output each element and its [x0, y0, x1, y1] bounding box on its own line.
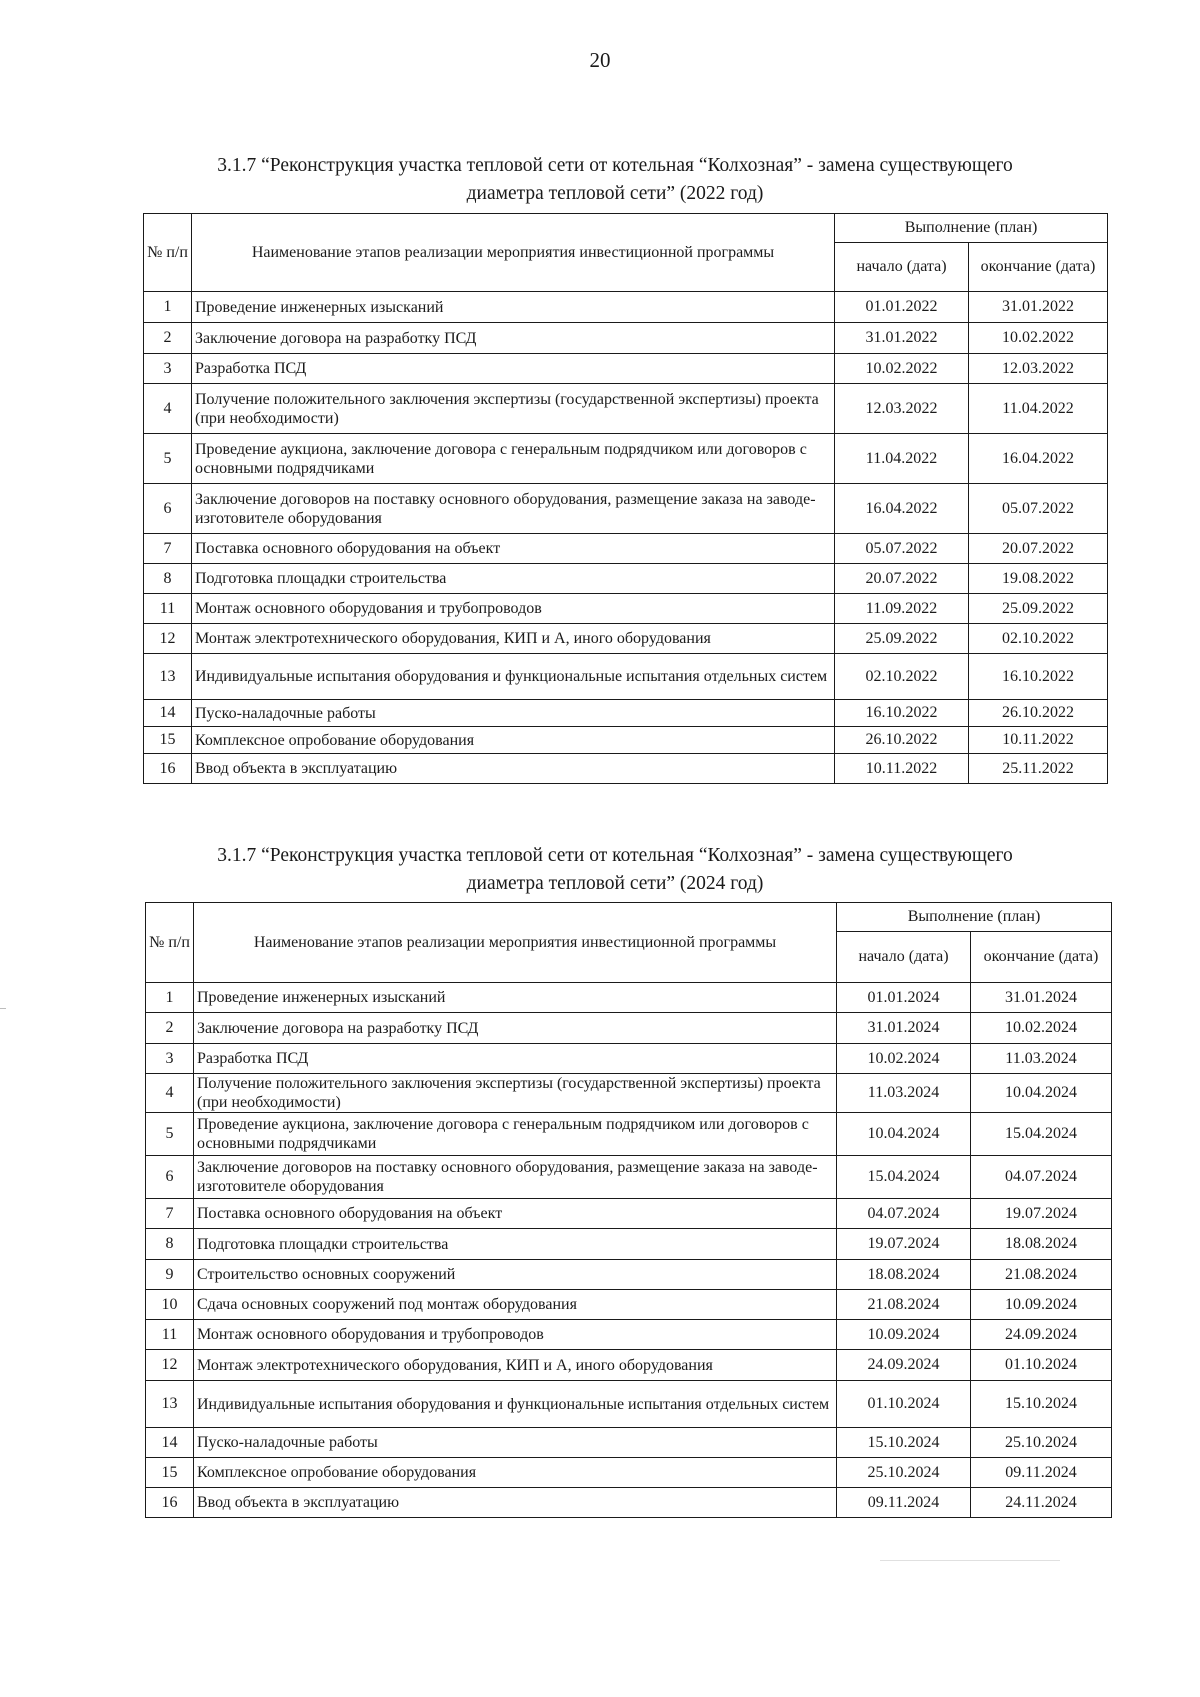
row-number: 5 [144, 434, 192, 484]
end-date: 19.08.2022 [969, 564, 1108, 594]
table-row [146, 1381, 1112, 1428]
stage-name: Монтаж электротехнического оборудования, КИП и А, иного оборудования [192, 624, 835, 654]
header-start-date: начало (дата) [837, 932, 971, 983]
end-date: 31.01.2022 [969, 292, 1108, 323]
row-number: 4 [146, 1074, 194, 1113]
start-date: 09.11.2024 [837, 1488, 971, 1518]
row-number: 7 [144, 534, 192, 564]
row-number: 2 [146, 1013, 194, 1044]
end-date: 16.04.2022 [969, 434, 1108, 484]
table-row [146, 1260, 1112, 1290]
start-date: 10.04.2024 [837, 1113, 971, 1156]
table-row [144, 354, 1108, 384]
end-date: 18.08.2024 [971, 1229, 1112, 1260]
row-number: 3 [144, 354, 192, 384]
stage-name: Проведение аукциона, заключение договора с генеральным подрядчиком или договоров с основными подрядчиками [192, 434, 835, 484]
start-date: 26.10.2022 [835, 727, 969, 754]
row-number: 11 [146, 1320, 194, 1350]
row-number: 13 [146, 1381, 194, 1428]
end-date: 10.04.2024 [971, 1074, 1112, 1113]
table-row [146, 1320, 1112, 1350]
start-date: 10.09.2024 [837, 1320, 971, 1350]
end-date: 11.03.2024 [971, 1044, 1112, 1074]
stage-name: Проведение инженерных изысканий [192, 292, 835, 323]
end-date: 24.09.2024 [971, 1320, 1112, 1350]
start-date: 18.08.2024 [837, 1260, 971, 1290]
end-date: 10.02.2024 [971, 1013, 1112, 1044]
end-date: 25.11.2022 [969, 754, 1108, 784]
section-title-line: диаметра тепловой сети” (2022 год) [466, 183, 764, 204]
row-number: 14 [144, 700, 192, 727]
row-number: 15 [144, 727, 192, 754]
start-date: 01.10.2024 [837, 1381, 971, 1428]
table-row [144, 727, 1108, 754]
stage-name: Поставка основного оборудования на объект [194, 1199, 837, 1229]
stage-name: Индивидуальные испытания оборудования и функциональные испытания отдельных систем [192, 654, 835, 700]
scan-artifact [880, 1560, 1060, 1561]
row-number: 11 [144, 594, 192, 624]
start-date: 21.08.2024 [837, 1290, 971, 1320]
end-date: 05.07.2022 [969, 484, 1108, 534]
table-row [146, 1044, 1112, 1074]
end-date: 12.03.2022 [969, 354, 1108, 384]
start-date: 01.01.2024 [837, 983, 971, 1013]
start-date: 15.04.2024 [837, 1156, 971, 1199]
start-date: 12.03.2022 [835, 384, 969, 434]
end-date: 25.09.2022 [969, 594, 1108, 624]
stage-name: Проведение аукциона, заключение договора с генеральным подрядчиком или договоров с основными подрядчиками [194, 1113, 837, 1156]
section-title-2022 [150, 152, 1080, 208]
table-row [146, 1350, 1112, 1381]
table-row [144, 594, 1108, 624]
table-row [144, 534, 1108, 564]
end-date: 24.11.2024 [971, 1488, 1112, 1518]
stage-name: Поставка основного оборудования на объект [192, 534, 835, 564]
table-row [146, 1488, 1112, 1518]
stage-name: Заключение договора на разработку ПСД [194, 1013, 837, 1044]
table-body [144, 292, 1108, 784]
stage-name: Монтаж основного оборудования и трубопроводов [192, 594, 835, 624]
row-number: 15 [146, 1458, 194, 1488]
header-execution: Выполнение (план) [837, 903, 1112, 932]
table-row [146, 1013, 1112, 1044]
header-end-date: окончание (дата) [969, 243, 1108, 292]
header-number: № п/п [144, 214, 192, 292]
end-date: 19.07.2024 [971, 1199, 1112, 1229]
page-number: 20 [589, 48, 611, 72]
row-number: 10 [146, 1290, 194, 1320]
table-row [144, 654, 1108, 700]
stage-name: Получение положительного заключения экспертизы (государственной экспертизы) проекта (при необходимости) [194, 1074, 837, 1113]
start-date: 11.03.2024 [837, 1074, 971, 1113]
section-title-line: 3.1.7 “Реконструкция участка тепловой сети от котельная “Колхозная” - замена существующего [217, 155, 1013, 176]
table-row [144, 700, 1108, 727]
header-end-date: окончание (дата) [971, 932, 1112, 983]
row-number: 1 [144, 292, 192, 323]
row-number: 2 [144, 323, 192, 354]
section-title-line: диаметра тепловой сети” (2024 год) [466, 873, 764, 894]
header-stage-name: Наименование этапов реализации мероприятия инвестиционной программы [192, 214, 835, 292]
stage-name: Индивидуальные испытания оборудования и функциональные испытания отдельных систем [194, 1381, 837, 1428]
row-number: 12 [146, 1350, 194, 1381]
end-date: 10.02.2022 [969, 323, 1108, 354]
table-row [146, 1074, 1112, 1113]
stage-name: Разработка ПСД [192, 354, 835, 384]
start-date: 24.09.2024 [837, 1350, 971, 1381]
table-row [144, 624, 1108, 654]
row-number: 14 [146, 1428, 194, 1458]
end-date: 01.10.2024 [971, 1350, 1112, 1381]
start-date: 01.01.2022 [835, 292, 969, 323]
table-row [146, 1290, 1112, 1320]
header-execution: Выполнение (план) [835, 214, 1108, 243]
start-date: 31.01.2022 [835, 323, 969, 354]
end-date: 10.11.2022 [969, 727, 1108, 754]
scan-artifact [0, 1008, 6, 1009]
stage-name: Подготовка площадки строительства [194, 1229, 837, 1260]
start-date: 02.10.2022 [835, 654, 969, 700]
end-date: 15.10.2024 [971, 1381, 1112, 1428]
table-row [146, 983, 1112, 1013]
schedule-table-2024 [145, 902, 1112, 1518]
table-row [146, 1113, 1112, 1156]
table-row [144, 484, 1108, 534]
stage-name: Проведение инженерных изысканий [194, 983, 837, 1013]
start-date: 31.01.2024 [837, 1013, 971, 1044]
table-row [146, 1229, 1112, 1260]
section-title-line: 3.1.7 “Реконструкция участка тепловой сети от котельная “Колхозная” - замена существующего [217, 845, 1013, 866]
start-date: 05.07.2022 [835, 534, 969, 564]
stage-name: Получение положительного заключения экспертизы (государственной экспертизы) проекта (при необходимости) [192, 384, 835, 434]
row-number: 3 [146, 1044, 194, 1074]
table-row [146, 1199, 1112, 1229]
end-date: 26.10.2022 [969, 700, 1108, 727]
stage-name: Комплексное опробование оборудования [192, 727, 835, 754]
end-date: 02.10.2022 [969, 624, 1108, 654]
start-date: 11.04.2022 [835, 434, 969, 484]
table-row [144, 384, 1108, 434]
table-row [144, 754, 1108, 784]
end-date: 16.10.2022 [969, 654, 1108, 700]
stage-name: Сдача основных сооружений под монтаж оборудования [194, 1290, 837, 1320]
schedule-table-2022 [143, 213, 1108, 784]
table-row [146, 1156, 1112, 1199]
row-number: 8 [144, 564, 192, 594]
row-number: 16 [144, 754, 192, 784]
table-row [144, 323, 1108, 354]
start-date: 11.09.2022 [835, 594, 969, 624]
table-body [146, 983, 1112, 1518]
table-row [146, 1458, 1112, 1488]
row-number: 4 [144, 384, 192, 434]
stage-name: Подготовка площадки строительства [192, 564, 835, 594]
start-date: 10.02.2024 [837, 1044, 971, 1074]
row-number: 9 [146, 1260, 194, 1290]
end-date: 31.01.2024 [971, 983, 1112, 1013]
row-number: 6 [144, 484, 192, 534]
end-date: 20.07.2022 [969, 534, 1108, 564]
table-row [144, 434, 1108, 484]
stage-name: Ввод объекта в эксплуатацию [194, 1488, 837, 1518]
end-date: 11.04.2022 [969, 384, 1108, 434]
row-number: 16 [146, 1488, 194, 1518]
section-title-2024 [150, 842, 1080, 898]
header-stage-name: Наименование этапов реализации мероприятия инвестиционной программы [194, 903, 837, 983]
stage-name: Ввод объекта в эксплуатацию [192, 754, 835, 784]
stage-name: Заключение договоров на поставку основного оборудования, размещение заказа на заводе-изготовителе оборудования [194, 1156, 837, 1199]
stage-name: Заключение договоров на поставку основного оборудования, размещение заказа на заводе-изготовителе оборудования [192, 484, 835, 534]
header-number: № п/п [146, 903, 194, 983]
end-date: 10.09.2024 [971, 1290, 1112, 1320]
row-number: 13 [144, 654, 192, 700]
row-number: 8 [146, 1229, 194, 1260]
stage-name: Пуско-наладочные работы [194, 1428, 837, 1458]
start-date: 10.02.2022 [835, 354, 969, 384]
start-date: 25.10.2024 [837, 1458, 971, 1488]
stage-name: Строительство основных сооружений [194, 1260, 837, 1290]
start-date: 04.07.2024 [837, 1199, 971, 1229]
stage-name: Монтаж электротехнического оборудования, КИП и А, иного оборудования [194, 1350, 837, 1381]
row-number: 12 [144, 624, 192, 654]
table-row [144, 564, 1108, 594]
end-date: 15.04.2024 [971, 1113, 1112, 1156]
stage-name: Комплексное опробование оборудования [194, 1458, 837, 1488]
end-date: 25.10.2024 [971, 1428, 1112, 1458]
stage-name: Разработка ПСД [194, 1044, 837, 1074]
stage-name: Заключение договора на разработку ПСД [192, 323, 835, 354]
end-date: 21.08.2024 [971, 1260, 1112, 1290]
row-number: 1 [146, 983, 194, 1013]
table-row [144, 292, 1108, 323]
row-number: 5 [146, 1113, 194, 1156]
stage-name: Пуско-наладочные работы [192, 700, 835, 727]
start-date: 16.10.2022 [835, 700, 969, 727]
start-date: 20.07.2022 [835, 564, 969, 594]
start-date: 19.07.2024 [837, 1229, 971, 1260]
end-date: 04.07.2024 [971, 1156, 1112, 1199]
start-date: 16.04.2022 [835, 484, 969, 534]
start-date: 25.09.2022 [835, 624, 969, 654]
start-date: 15.10.2024 [837, 1428, 971, 1458]
table-row [146, 1428, 1112, 1458]
row-number: 7 [146, 1199, 194, 1229]
start-date: 10.11.2022 [835, 754, 969, 784]
end-date: 09.11.2024 [971, 1458, 1112, 1488]
stage-name: Монтаж основного оборудования и трубопроводов [194, 1320, 837, 1350]
header-start-date: начало (дата) [835, 243, 969, 292]
row-number: 6 [146, 1156, 194, 1199]
